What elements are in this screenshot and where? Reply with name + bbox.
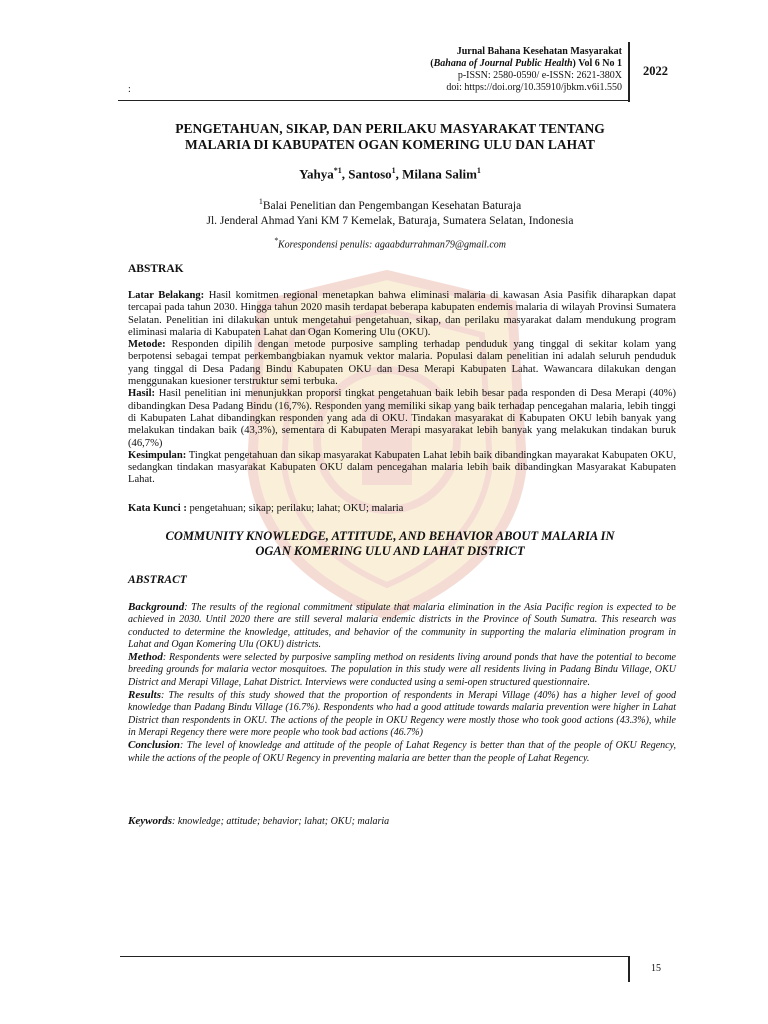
correspondence: *Korespondensi penulis: agaabdurrahman79@gmail.com <box>274 236 506 251</box>
abstract-body: Background: The results of the regional commitment stipulate that malaria elimination in the Asia Pacific region is expected to be achieved in 2030. Until 2020 there are still several malaria endemic districts in the Province of South Sumatra. This research was conducted to determine the knowledge, attitudes, and behavior of the community in supporting the malaria elimination program in Lahat and Ogan Komering Ulu (OKU) districts. Method: Respondents were selected by purposive sampling method on residents living around ponds that have the potential to become breeding grounds for malaria vector mosquitoes. The population in this study were all residents living in Padang Bindu Village, OKU District and Merapi Village, Lahat District. Interviews were conducted using a semi-open structured questionnaire. Results: The results of this study showed that the proportion of respondents in Merapi Village (40%) has a higher level of good knowledge than Padang Bindu Village (16.7%). Respondents who had a good attitude towards malaria prevention were higher in Lahat District than respondents in OKU. The actions of the people in OKU Regency were mostly those who took good actions (43.3%), while in Merapi Regency there were more people who took bad actions (46.7%) Conclusion: The level of knowledge and attitude of the people of Lahat Regency is better than that of the people of OKU Regency, while the actions of the people of OKU Regency in preventing malaria are better than the people of Lahat Regency. <box>128 601 676 764</box>
header-rule <box>118 100 630 101</box>
journal-issn: p-ISSN: 2580-0590/ e-ISSN: 2621-380X <box>457 70 622 81</box>
journal-subtitle: (Bahana of Journal Public Health) Vol 6 No 1 <box>430 58 622 69</box>
header-divider <box>628 42 630 102</box>
journal-name: Jurnal Bahana Kesehatan Masyarakat <box>456 46 622 57</box>
abstrak-body: Latar Belakang: Hasil komitmen regional menetapkan bahwa eliminasi malaria di kawasan Asia Pasifik diharapkan dapat tercapai pada tahun 2030. Hingga tahun 2020 masih terdapat beberapa kabupaten endemis malaria di wilayah Provinsi Sumatera Selatan. Penelitian ini dilakukan untuk mengetahui pengetahuan, sikap, dan perilaku masyarakat dalam mendukung program eliminasi malaria di Kabupaten Lahat dan Ogan Komering Ulu (OKU). Metode: Responden dipilih dengan metode purposive sampling terhadap penduduk yang tinggal di sekitar kolam yang berpotensi sebagai tempat perkembangbiakan nyamuk vektor malaria. Populasi dalam penelitian ini adalah seluruh penduduk yang tinggal di Desa Padang Bindu Kabupaten OKU dan Desa Merapi Kabupaten Lahat. Wawancara dilakukan dengan menggunakan kuesioner terstruktur semi terbuka. Hasil: Hasil penelitian ini menunjukkan proporsi tingkat pengetahuan baik lebih besar pada responden di Desa Merapi (40%) dibandingkan Desa Padang Bindu (16,7%). Responden yang memiliki sikap yang baik terhadap pencegahan malaria, lebih tinggi di Kabupaten Lahat dibandingkan responden yang ada di OKU. Tindakan masyarakat di Kabupaten OKU lebih banyak yang melakukan tindakan baik (43,3%), sementara di Kabupaten Merapi masyarakat lebih banyak yang melakukan tindakan buruk (46,7%) Kesimpulan: Tingkat pengetahuan dan sikap masyarakat Kabupaten Lahat lebih baik dibandingkan mayarakat Kabupaten OKU, sedangkan tindakan masyarakat Kabupaten OKU dalam pencegahan malaria lebih baik dibandingkan Masyarakat Kabupaten Lahat. <box>128 290 676 486</box>
paper-title: PENGETAHUAN, SIKAP, DAN PERILAKU MASYARAKAT TENTANG MALARIA DI KABUPATEN OGAN KOMERING ULU DAN LAHAT <box>175 121 605 152</box>
journal-doi[interactable]: doi: https://doi.org/10.35910/jbkm.v6i1.550 <box>446 82 622 93</box>
kata-kunci: Kata Kunci : pengetahuan; sikap; perilaku; lahat; OKU; malaria <box>128 503 404 514</box>
header-year: 2022 <box>643 64 668 78</box>
footer-divider <box>628 956 630 982</box>
journal-header <box>430 46 622 94</box>
author-list: Yahya$^{*1}$, Santoso$^1$, Milana Salim$^1$ <box>299 166 481 182</box>
abstrak-heading: ABSTRAK <box>128 263 184 275</box>
page-number: 15 <box>651 963 661 974</box>
keywords: Keywords: knowledge; attitude; behavior; lahat; OKU; malaria <box>128 815 390 827</box>
abstract-heading: ABSTRACT <box>128 574 187 586</box>
header-colon: : <box>128 84 131 95</box>
footer-rule <box>120 956 630 957</box>
affiliation: $^1$Balai Penelitian dan Pengembangan Kesehatan Baturaja Jl. Jenderal Ahmad Yani KM 7 Kemelak, Baturaja, Sumatera Selatan, Indonesia <box>206 197 574 227</box>
english-title: COMMUNITY KNOWLEDGE, ATTITUDE, AND BEHAVIOR ABOUT MALARIA IN OGAN KOMERING ULU AND LAHAT DISTRICT <box>165 529 615 558</box>
